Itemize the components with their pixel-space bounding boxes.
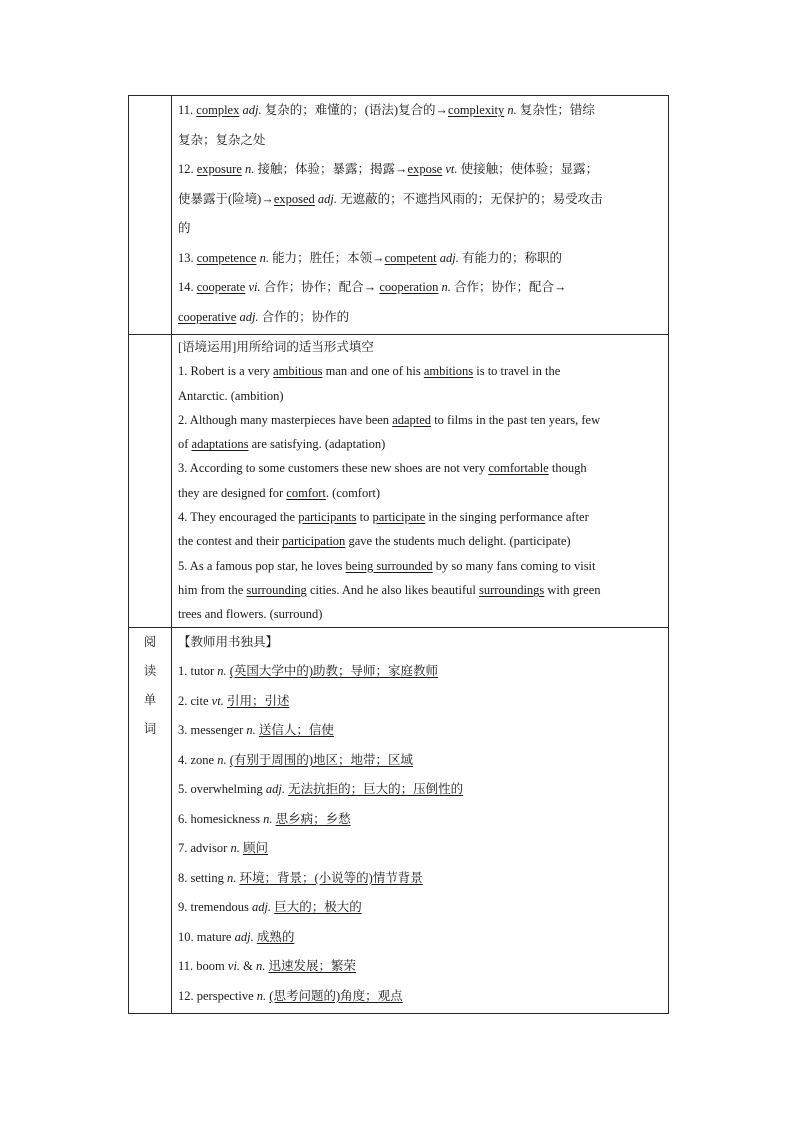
text-line xyxy=(178,952,662,982)
answer-text: participants xyxy=(298,510,357,525)
answer-text: 迅速发展；繁荣 xyxy=(268,959,357,974)
text-run: Antarctic. (ambition) xyxy=(178,388,284,403)
text-line xyxy=(178,335,662,359)
answer-text: 顾问 xyxy=(242,841,268,856)
text-run: 合作的；协作的 xyxy=(258,309,350,324)
text-run: of xyxy=(178,437,192,452)
text-run: 4. zone xyxy=(178,752,218,767)
text-line xyxy=(178,481,662,505)
text-line xyxy=(178,214,662,244)
text-run: 无遮蔽的；不遮挡风雨的；无保护的；易受攻击 xyxy=(337,191,603,206)
text-line xyxy=(178,834,662,864)
text-run: 有能力的；称职的 xyxy=(458,250,563,265)
text-line xyxy=(178,923,662,953)
text-run: 12. perspective xyxy=(178,988,257,1003)
reading-side-cell xyxy=(129,627,172,1014)
text-run: 复杂的；难懂的；(语法)复合的→ xyxy=(261,103,449,117)
text-run: 2. Although many masterpieces have been xyxy=(178,412,393,427)
text-line xyxy=(178,303,662,333)
text-run: 1. Robert is a very xyxy=(178,364,274,379)
part-of-speech: n. xyxy=(507,103,517,117)
part-of-speech: adj. xyxy=(242,103,262,117)
vocab-row xyxy=(129,96,669,335)
part-of-speech: adj. xyxy=(439,250,459,265)
answer-text: 送信人；信使 xyxy=(258,723,334,738)
text-line xyxy=(178,155,662,185)
text-line xyxy=(178,505,662,529)
text-run: 的 xyxy=(178,221,191,235)
text-run: 4. They encouraged the xyxy=(178,510,299,525)
text-run: 合作；协作；配合→ xyxy=(260,280,380,294)
text-run: are satisfying. (adaptation) xyxy=(248,437,386,452)
text-line xyxy=(178,96,662,126)
text-run: 7. advisor xyxy=(178,841,231,856)
answer-text: exposure xyxy=(196,162,242,176)
text-run: & xyxy=(240,959,257,974)
part-of-speech: n. xyxy=(245,162,255,176)
answer-text: ambitions xyxy=(423,364,474,379)
text-line xyxy=(178,982,662,1012)
text-line xyxy=(178,657,662,687)
text-run: . (comfort) xyxy=(325,485,381,500)
label-char: 单 xyxy=(143,692,157,707)
part-of-speech: n. xyxy=(217,664,227,679)
text-line xyxy=(178,126,662,156)
text-run: 复杂性；错综 xyxy=(516,103,595,117)
text-line xyxy=(178,864,662,894)
answer-text: (有别于周围的)地区；地带；区域 xyxy=(229,752,414,767)
text-line xyxy=(178,432,662,456)
text-run: 3. According to some customers these new shoes are not very xyxy=(178,461,489,476)
answer-text: (英国大学中的)助教；导师；家庭教师 xyxy=(229,664,439,679)
answer-text: adaptations xyxy=(191,437,249,452)
text-run: with green xyxy=(544,582,601,597)
text-run: they are designed for xyxy=(178,485,287,500)
answer-text: (思考问题的)角度；观点 xyxy=(269,988,403,1003)
part-of-speech: adj. xyxy=(251,900,272,915)
text-run: 2. cite xyxy=(178,693,212,708)
text-run: though xyxy=(548,461,587,476)
text-run: 8. setting xyxy=(178,870,227,885)
text-run: trees and flowers. (surround) xyxy=(178,607,323,622)
text-run: 1. tutor xyxy=(178,664,218,679)
text-run: 接触；体验；暴露；揭露→ xyxy=(254,162,408,176)
answer-text: being surrounded xyxy=(345,558,433,573)
text-line xyxy=(178,359,662,383)
answer-text: comfort xyxy=(286,485,326,500)
text-run: is to travel in the xyxy=(473,364,561,379)
answer-text: surroundings xyxy=(479,582,545,597)
reading-content-cell xyxy=(172,627,669,1014)
text-run: 3. messenger xyxy=(178,723,247,738)
text-run: 合作；协作；配合→ xyxy=(450,280,567,294)
text-run: the contest and their xyxy=(178,534,283,549)
answer-text: surrounding xyxy=(246,582,307,597)
label-char: 读 xyxy=(143,663,157,678)
answer-text: competent xyxy=(384,250,437,265)
text-line xyxy=(178,746,662,776)
answer-text: cooperative xyxy=(178,309,237,324)
exercise-side-cell xyxy=(129,335,172,628)
exercise-lines xyxy=(172,335,668,627)
text-line xyxy=(178,628,662,658)
part-of-speech: vi. xyxy=(248,280,261,294)
label-char: 词 xyxy=(143,721,157,736)
answer-text: 引用；引述 xyxy=(226,693,290,708)
text-run: 5. As a famous pop star, he loves xyxy=(178,558,346,573)
part-of-speech: adj. xyxy=(265,782,285,797)
answer-text: expose xyxy=(407,162,443,176)
text-run: 13. xyxy=(178,250,197,265)
answer-text: cooperation xyxy=(379,280,439,294)
part-of-speech: n. xyxy=(230,841,240,856)
answer-text: participation xyxy=(282,534,346,549)
reading-lines xyxy=(172,628,668,1014)
label-char: 阅 xyxy=(143,634,157,649)
answer-text: complex xyxy=(196,103,240,117)
text-line xyxy=(178,185,662,215)
text-line xyxy=(178,408,662,432)
text-line xyxy=(178,602,662,626)
text-run: 5. overwhelming xyxy=(178,782,266,797)
part-of-speech: vt. xyxy=(211,693,224,708)
part-of-speech: adj. xyxy=(234,929,254,944)
text-line xyxy=(178,893,662,923)
text-line xyxy=(178,529,662,553)
text-line xyxy=(178,578,662,602)
answer-text: 思乡病；乡愁 xyxy=(275,811,351,826)
part-of-speech: n. xyxy=(256,959,266,974)
text-line xyxy=(178,775,662,805)
text-run: cities. And he also likes beautiful xyxy=(306,582,479,597)
part-of-speech: n. xyxy=(259,250,269,265)
answer-text: complexity xyxy=(448,103,505,117)
text-run: 11. xyxy=(178,103,197,117)
text-run: 9. tremendous xyxy=(178,900,252,915)
answer-text: 巨大的；极大的 xyxy=(274,900,362,915)
text-run: 使暴露于(险境)→ xyxy=(178,191,274,206)
text-line xyxy=(178,244,662,274)
answer-text: 无法抗拒的；巨大的；压倒性的 xyxy=(288,782,464,797)
text-line xyxy=(178,716,662,746)
text-run: 使接触；使体验；显露； xyxy=(457,162,599,176)
text-run: gave the students much delight. (participate) xyxy=(345,534,571,549)
part-of-speech: n. xyxy=(246,723,256,738)
vocab-lines xyxy=(172,96,668,334)
answer-text: cooperate xyxy=(196,280,246,294)
text-line xyxy=(178,805,662,835)
text-run: 6. homesickness xyxy=(178,811,264,826)
text-run: 14. xyxy=(178,280,197,294)
text-run: in the singing performance after xyxy=(425,510,589,525)
answer-text: ambitious xyxy=(273,364,323,379)
text-run: man and one of his xyxy=(322,364,424,379)
answer-text: competence xyxy=(196,250,257,265)
text-line xyxy=(178,554,662,578)
reading-words-label xyxy=(129,628,171,744)
answer-text: 成熟的 xyxy=(256,929,295,944)
text-run: 11. boom xyxy=(178,959,228,974)
exercise-row xyxy=(129,335,669,628)
text-line xyxy=(178,384,662,408)
text-run: 12. xyxy=(178,162,197,176)
vocab-content-cell xyxy=(172,96,669,335)
vocabulary-table xyxy=(128,95,669,1014)
reading-row xyxy=(129,627,669,1014)
answer-text: participate xyxy=(372,510,426,525)
text-run: 复杂；复杂之处 xyxy=(178,132,266,147)
part-of-speech: adj. xyxy=(317,191,338,206)
part-of-speech: n. xyxy=(217,752,227,767)
text-run: him from the xyxy=(178,582,247,597)
answer-text: 环境；背景；(小说等的)情节背景 xyxy=(239,870,423,885)
answer-text: comfortable xyxy=(488,461,549,476)
text-run: [语境运用]用所给词的适当形式填空 xyxy=(178,340,374,354)
text-run: to xyxy=(356,510,373,525)
part-of-speech: n. xyxy=(256,988,267,1003)
exercise-content-cell xyxy=(172,335,669,628)
text-run: 10. mature xyxy=(178,929,235,944)
text-line xyxy=(178,687,662,717)
part-of-speech: vt. xyxy=(445,162,458,176)
text-run: to films in the past ten years, few xyxy=(431,412,601,427)
text-run: 【教师用书独具】 xyxy=(178,634,279,649)
part-of-speech: n. xyxy=(263,811,273,826)
answer-text: exposed xyxy=(273,191,315,206)
text-line xyxy=(178,273,662,303)
text-line xyxy=(178,456,662,480)
answer-text: adapted xyxy=(392,412,432,427)
part-of-speech: adj. xyxy=(239,309,259,324)
part-of-speech: vi. xyxy=(227,959,241,974)
vocab-side-cell xyxy=(129,96,172,335)
part-of-speech: n. xyxy=(226,870,237,885)
text-run: by so many fans coming to visit xyxy=(432,558,596,573)
part-of-speech: n. xyxy=(441,280,451,294)
text-run: 能力；胜任；本领→ xyxy=(268,250,385,265)
